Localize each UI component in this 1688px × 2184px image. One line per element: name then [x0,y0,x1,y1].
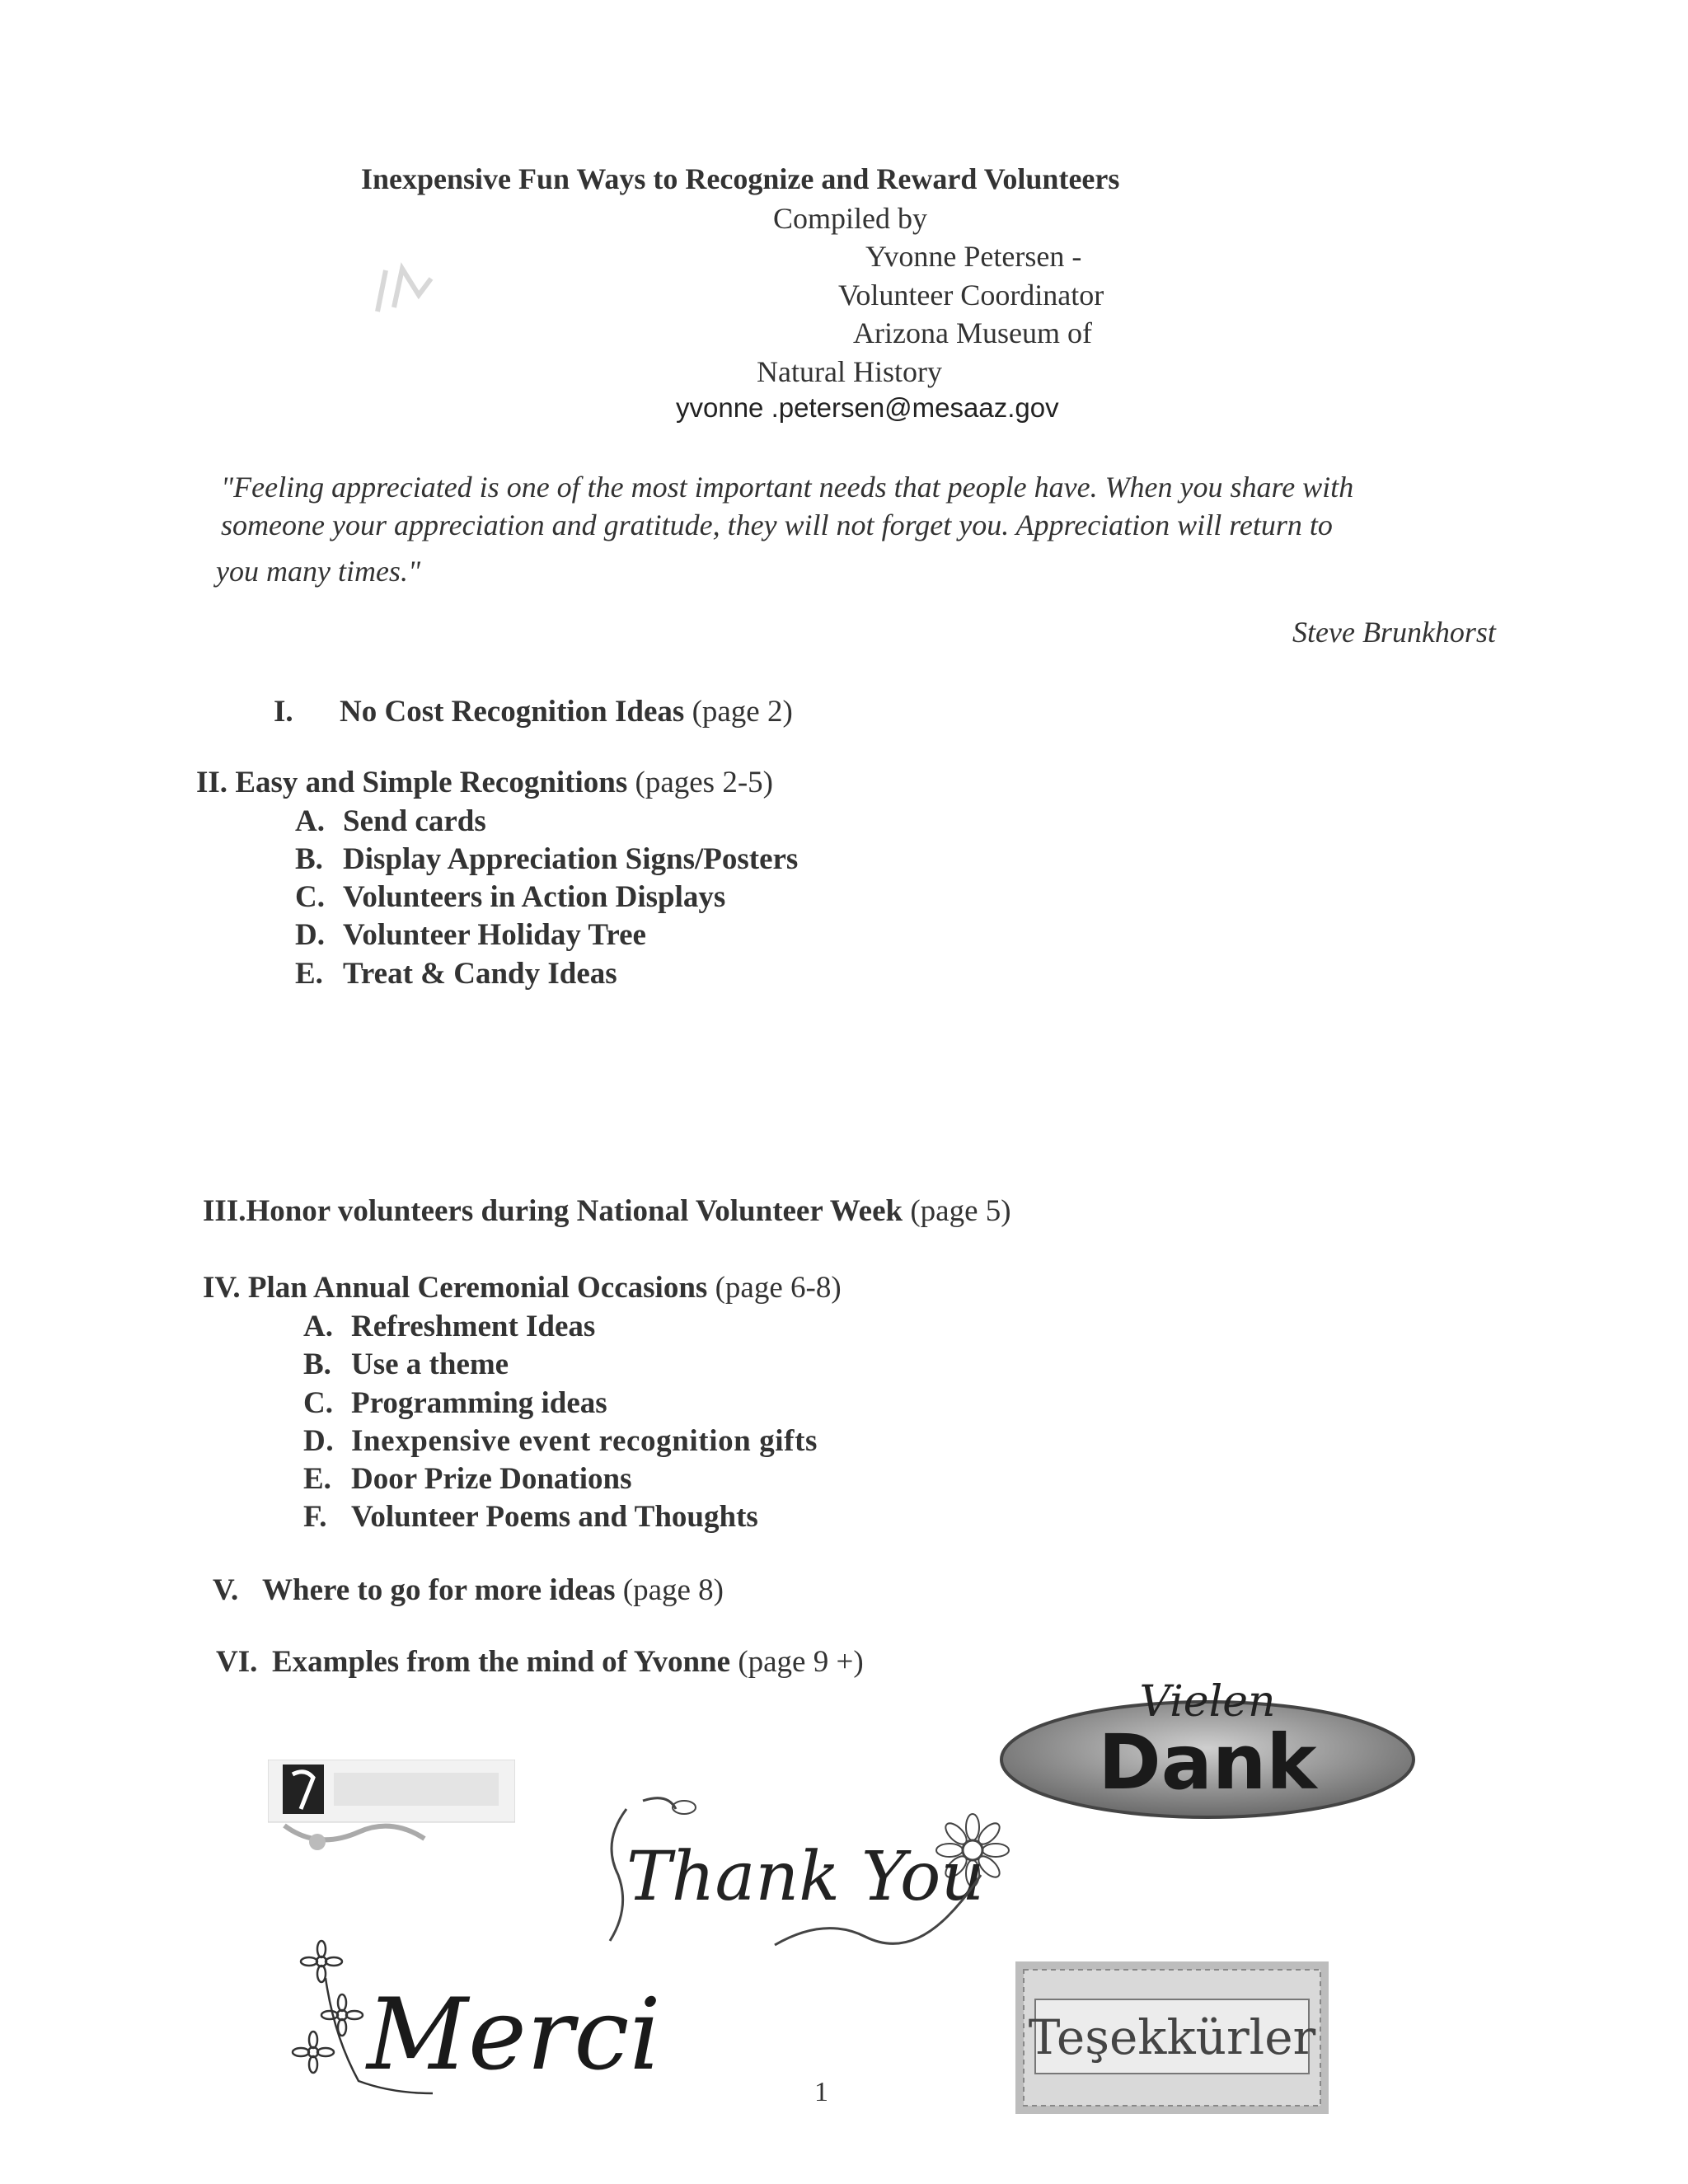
list-item: C. Volunteers in Action Displays [295,880,726,914]
list-item: A. Send cards [295,804,486,838]
section-title: No Cost Recognition Ideas [340,695,685,729]
author-role: Volunteer Coordinator [838,279,1104,312]
section-1 [274,694,793,729]
list-item: E. Door Prize Donations [303,1462,632,1496]
quote-attribution: Steve Brunkhorst [1292,616,1496,649]
page-number: 1 [814,2077,828,2107]
section-2 [196,765,773,800]
list-item: C. Programming ideas [303,1386,607,1420]
compiled-by: Compiled by [773,202,927,235]
section-pages: (page 9 +) [738,1645,864,1679]
section-title: Honor volunteers during National Volunteer Week [246,1194,903,1228]
email-address: yvonne .petersen@mesaaz.gov [676,392,1059,423]
section-title: Examples from the mind of Yvonne [272,1645,731,1679]
section-numeral: V. [213,1573,239,1607]
tesekkurler-image [1015,1961,1329,2114]
section-5 [213,1572,724,1608]
section-title: Easy and Simple Recognitions [235,766,628,799]
section-pages: (page 2) [692,695,793,729]
list-item: D. Inexpensive event recognition gifts [303,1424,818,1458]
dank-text: Dank [1098,1718,1317,1807]
section-pages: (page 8) [622,1573,724,1607]
merci-image [284,1937,672,2102]
list-item: A. Refreshment Ideas [303,1310,596,1343]
list-item: B. Use a theme [303,1347,509,1381]
list-item: F. Volunteer Poems and Thoughts [303,1500,758,1534]
tesekkurler-text: Teşekkürler [1028,2009,1316,2065]
section-numeral: IV. [203,1271,241,1305]
section-numeral: I. [274,695,293,729]
list-item: D. Volunteer Holiday Tree [295,918,646,952]
organization-line-2: Natural History [757,355,942,388]
author-name: Yvonne Petersen - [865,240,1082,273]
quote-line-2: someone your appreciation and gratitude, they will not forget you. Appreciation will return to [221,509,1333,541]
organization-line-1: Arizona Museum of [853,316,1092,349]
section-pages: (page 6-8) [715,1271,842,1305]
list-item: B. Display Appreciation Signs/Posters [295,842,799,876]
section-4 [203,1270,842,1305]
quote-line-1: "Feeling appreciated is one of the most important needs that people have. When you share with [221,471,1354,504]
quote-line-3: you many times." [216,555,421,588]
section-numeral: III. [203,1194,246,1228]
list-item: E. Treat & Candy Ideas [295,957,617,991]
section-3 [203,1193,1011,1229]
section-numeral: II. [196,766,228,799]
section-title: Plan Annual Ceremonial Occasions [247,1271,708,1305]
section-pages: (page 5) [910,1194,1011,1228]
section-pages: (pages 2-5) [635,766,773,799]
section-title: Where to go for more ideas [262,1573,616,1607]
document-title: Inexpensive Fun Ways to Recognize and Reward Volunteers [361,162,1120,195]
welcome-banner-image [268,1760,515,1858]
section-numeral: VI. [216,1645,258,1679]
merci-text: Merci [367,1978,661,2093]
section-6 [216,1644,864,1680]
vielen-text: Vielen [1139,1681,1276,1727]
scan-artifact [369,262,468,320]
thank-you-text: Thank You [626,1838,985,1916]
vielen-dank-image [997,1681,1418,1821]
